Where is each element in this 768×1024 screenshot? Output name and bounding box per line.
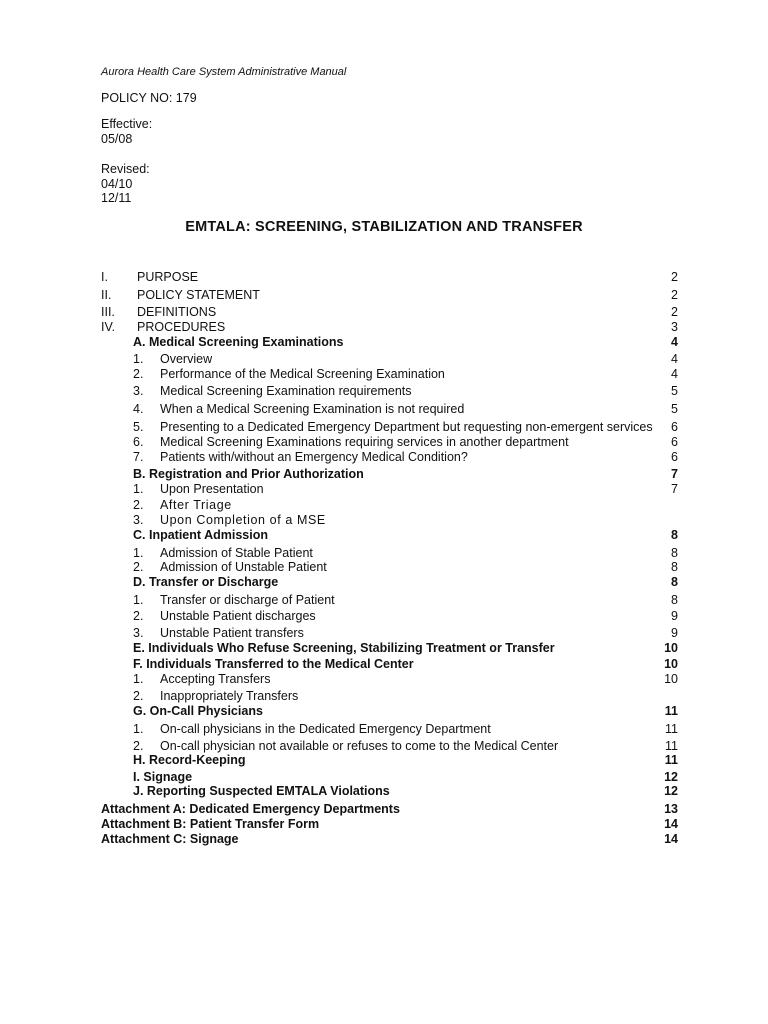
toc-entry-page: 10 (664, 657, 678, 671)
toc-entry-page: 3 (671, 320, 678, 334)
toc-entry-number: 2. (133, 739, 144, 753)
toc-entry-page: 4 (671, 352, 678, 366)
toc-entry-page: 11 (665, 722, 678, 736)
toc-entry-page: 8 (671, 546, 678, 560)
toc-entry-label: G. On-Call Physicians (133, 704, 263, 718)
revised-label: Revised: (101, 162, 150, 176)
toc-entry-label: Admission of Stable Patient (160, 546, 313, 560)
toc-entry-label: Admission of Unstable Patient (160, 560, 327, 574)
toc-entry-number: 5. (133, 420, 144, 434)
toc-entry-page: 10 (664, 641, 678, 655)
toc-entry-page: 6 (671, 435, 678, 449)
toc-entry-page: 12 (664, 770, 678, 784)
toc-entry-page: 5 (671, 402, 678, 416)
toc-entry-label: Transfer or discharge of Patient (160, 593, 335, 607)
toc-entry-page: 14 (664, 832, 678, 846)
toc-entry-number: 2. (133, 689, 144, 703)
toc-entry-page: 5 (671, 384, 678, 398)
toc-entry-number: 3. (133, 384, 144, 398)
toc-entry-number: 6. (133, 435, 144, 449)
toc-entry-label: When a Medical Screening Examination is not required (160, 402, 465, 416)
toc-entry-label: Upon Presentation (160, 482, 264, 496)
toc-entry-page: 4 (671, 367, 678, 381)
toc-entry-label: Unstable Patient discharges (160, 609, 316, 623)
toc-entry-label: Attachment B: Patient Transfer Form (101, 817, 320, 831)
toc-entry-label: Performance of the Medical Screening Examination (160, 367, 445, 381)
toc-entry-label: Medical Screening Examination requirements (160, 384, 412, 398)
toc-entry-label: B. Registration and Prior Authorization (133, 467, 364, 481)
toc-entry-label: C. Inpatient Admission (133, 528, 268, 542)
toc-entry-number: 2. (133, 498, 144, 512)
toc-entry-label: On-call physicians in the Dedicated Emergency Department (160, 722, 491, 736)
toc-entry-number: 2. (133, 367, 144, 381)
toc-entry-number: III. (101, 305, 115, 319)
toc-entry-number: 1. (133, 482, 144, 496)
toc-entry-number: 1. (133, 672, 144, 686)
toc-entry-page: 10 (664, 672, 678, 686)
toc-entry-number: 1. (133, 352, 144, 366)
toc-entry-page: 12 (664, 784, 678, 798)
toc-entry-label: Upon Completion of a MSE (160, 513, 326, 527)
toc-entry-label: DEFINITIONS (137, 305, 217, 319)
toc-entry-label: Attachment A: Dedicated Emergency Departments (101, 802, 400, 816)
toc-entry-number: IV. (101, 320, 116, 334)
toc-entry-label: D. Transfer or Discharge (133, 575, 279, 589)
toc-entry-label: A. Medical Screening Examinations (133, 335, 344, 349)
toc-entry-number: 2. (133, 560, 144, 574)
toc-entry-number: 3. (133, 513, 144, 527)
toc-entry-label: Attachment C: Signage (101, 832, 239, 846)
toc-entry-page: 8 (671, 528, 678, 542)
toc-entry-label: H. Record-Keeping (133, 753, 246, 767)
toc-entry-page: 14 (664, 817, 678, 831)
toc-entry-page: 11 (665, 739, 678, 753)
toc-entry-page: 8 (671, 560, 678, 574)
toc-entry-page: 2 (671, 305, 678, 319)
toc-entry-label: I. Signage (133, 770, 193, 784)
toc-entry-page: 9 (671, 609, 678, 623)
toc-entry-page: 6 (671, 420, 678, 434)
toc-entry-page: 7 (671, 482, 678, 496)
toc-entry-number: 1. (133, 722, 144, 736)
toc-entry-page: 8 (671, 593, 678, 607)
toc-entry-page: 2 (671, 288, 678, 302)
toc-entry-page: 9 (671, 626, 678, 640)
toc-entry-label: POLICY STATEMENT (137, 288, 260, 302)
toc-entry-page: 8 (671, 575, 678, 589)
toc-entry-number: 3. (133, 626, 144, 640)
toc-entry-label: J. Reporting Suspected EMTALA Violations (133, 784, 390, 798)
toc-entry-label: F. Individuals Transferred to the Medical Center (133, 657, 414, 671)
toc-entry-page: 7 (671, 467, 678, 481)
toc-entry-label: Unstable Patient transfers (160, 626, 304, 640)
toc-entry-page: 2 (671, 270, 678, 284)
revised-date: 12/11 (101, 191, 132, 205)
toc-entry-label: PURPOSE (137, 270, 199, 284)
toc-entry-label: On-call physician not available or refuses to come to the Medical Center (160, 739, 559, 753)
toc-entry-label: PROCEDURES (137, 320, 226, 334)
toc-entry-number: 2. (133, 609, 144, 623)
toc-entry-number: 4. (133, 402, 144, 416)
toc-entry-number: I. (101, 270, 108, 284)
toc-entry-label: Inappropriately Transfers (160, 689, 299, 703)
toc-entry-number: 1. (133, 546, 144, 560)
toc-entry-number: II. (101, 288, 112, 302)
toc-entry-label: Patients with/without an Emergency Medical Condition? (160, 450, 468, 464)
document-title: EMTALA: SCREENING, STABILIZATION AND TRANSFER (185, 219, 583, 235)
toc-entry-page: 11 (664, 704, 678, 718)
toc-entry-number: 7. (133, 450, 144, 464)
effective-label: Effective: (101, 117, 153, 131)
toc-entry-label: Medical Screening Examinations requiring services in another department (160, 435, 569, 449)
policy-number: POLICY NO: 179 (101, 91, 197, 105)
toc-entry-label: Overview (160, 352, 213, 366)
revised-date: 04/10 (101, 177, 133, 191)
manual-name: Aurora Health Care System Administrative Manual (101, 66, 347, 78)
toc-entry-label: E. Individuals Who Refuse Screening, Stabilizing Treatment or Transfer (133, 641, 555, 655)
toc-entry-label: Presenting to a Dedicated Emergency Department but requesting non-emergent services (160, 420, 653, 434)
toc-entry-label: After Triage (160, 498, 232, 512)
effective-date: 05/08 (101, 132, 133, 146)
toc-entry-page: 13 (664, 802, 678, 816)
toc-entry-page: 11 (664, 753, 678, 767)
toc-entry-page: 6 (671, 450, 678, 464)
toc-entry-page: 4 (671, 335, 678, 349)
toc-entry-number: 1. (133, 593, 144, 607)
toc-entry-label: Accepting Transfers (160, 672, 271, 686)
